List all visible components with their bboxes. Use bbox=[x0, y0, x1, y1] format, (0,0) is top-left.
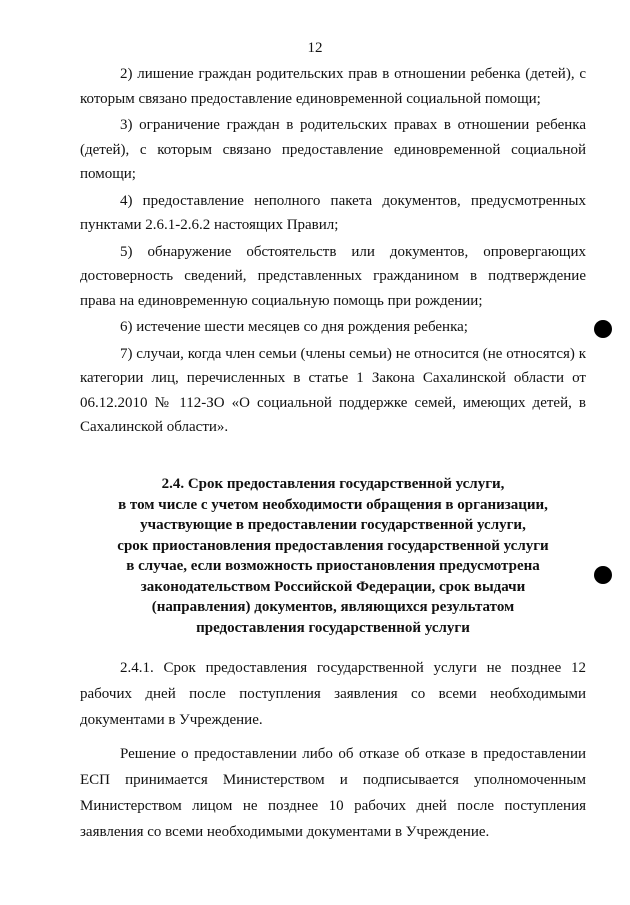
list-item: 3) ограничение граждан в родительских правах в отношении ребенка (детей), с которым связано предоставление единовременной социальной помощи; bbox=[80, 117, 586, 182]
heading-line: предоставления государственной услуги bbox=[196, 619, 470, 636]
heading-line: в том числе с учетом необходимости обращения в организации, bbox=[118, 496, 548, 513]
heading-line: (направления) документов, являющихся результатом bbox=[151, 599, 515, 615]
service-term-section bbox=[80, 655, 586, 845]
punch-hole bbox=[594, 320, 612, 338]
heading-line: участвующие в предоставлении государственной услуги, bbox=[140, 517, 526, 533]
refusal-grounds-list bbox=[80, 62, 586, 440]
list-item: 6) истечение шести месяцев со дня рождения ребенка; bbox=[120, 319, 468, 335]
punch-hole bbox=[594, 566, 612, 584]
list-item: 7) случаи, когда член семьи (члены семьи) не относится (не относятся) к категории лиц, перечисленных в статье 1 Закона Сахалинской области от 06.12.2010 № 112-ЗО «О социальной поддержке семей, имеющих детей, в Сахалинской области». bbox=[80, 345, 586, 435]
list-item: 4) предоставление неполного пакета документов, предусмотренных пунктами 2.6.1-2.6.2 настоящих Правил; bbox=[80, 192, 586, 233]
heading-line: в случае, если возможность приостановления предусмотрена bbox=[126, 558, 540, 574]
heading-line: срок приостановления предоставления государственной услуги bbox=[117, 537, 549, 554]
page-number: 12 bbox=[307, 40, 323, 56]
paragraph: 2.4.1. Срок предоставления государственной услуги не позднее 12 рабочих дней после поступления заявления со всеми необходимыми документами в Учреждение. bbox=[80, 660, 586, 728]
heading-line: законодательством Российской Федерации, срок выдачи bbox=[140, 578, 526, 595]
list-item: 5) обнаружение обстоятельств или документов, опровергающих достоверность сведений, представленных гражданином в подтверждение права на единовременную социальную помощь при рождении; bbox=[80, 243, 586, 309]
paragraph: Решение о предоставлении либо об отказе об отказе в предоставлении ЕСП принимается Министерством и подписывается уполномоченным Министерством лицом не позднее 10 рабочих дней после поступления заявления со всеми необходимыми документами в Учреждение. bbox=[80, 746, 586, 840]
section-heading bbox=[100, 474, 566, 638]
list-item: 2) лишение граждан родительских прав в отношении ребенка (детей), с которым связано предоставление единовременной социальной помощи; bbox=[80, 66, 586, 107]
heading-line: 2.4. Срок предоставления государственной услуги, bbox=[161, 476, 505, 492]
